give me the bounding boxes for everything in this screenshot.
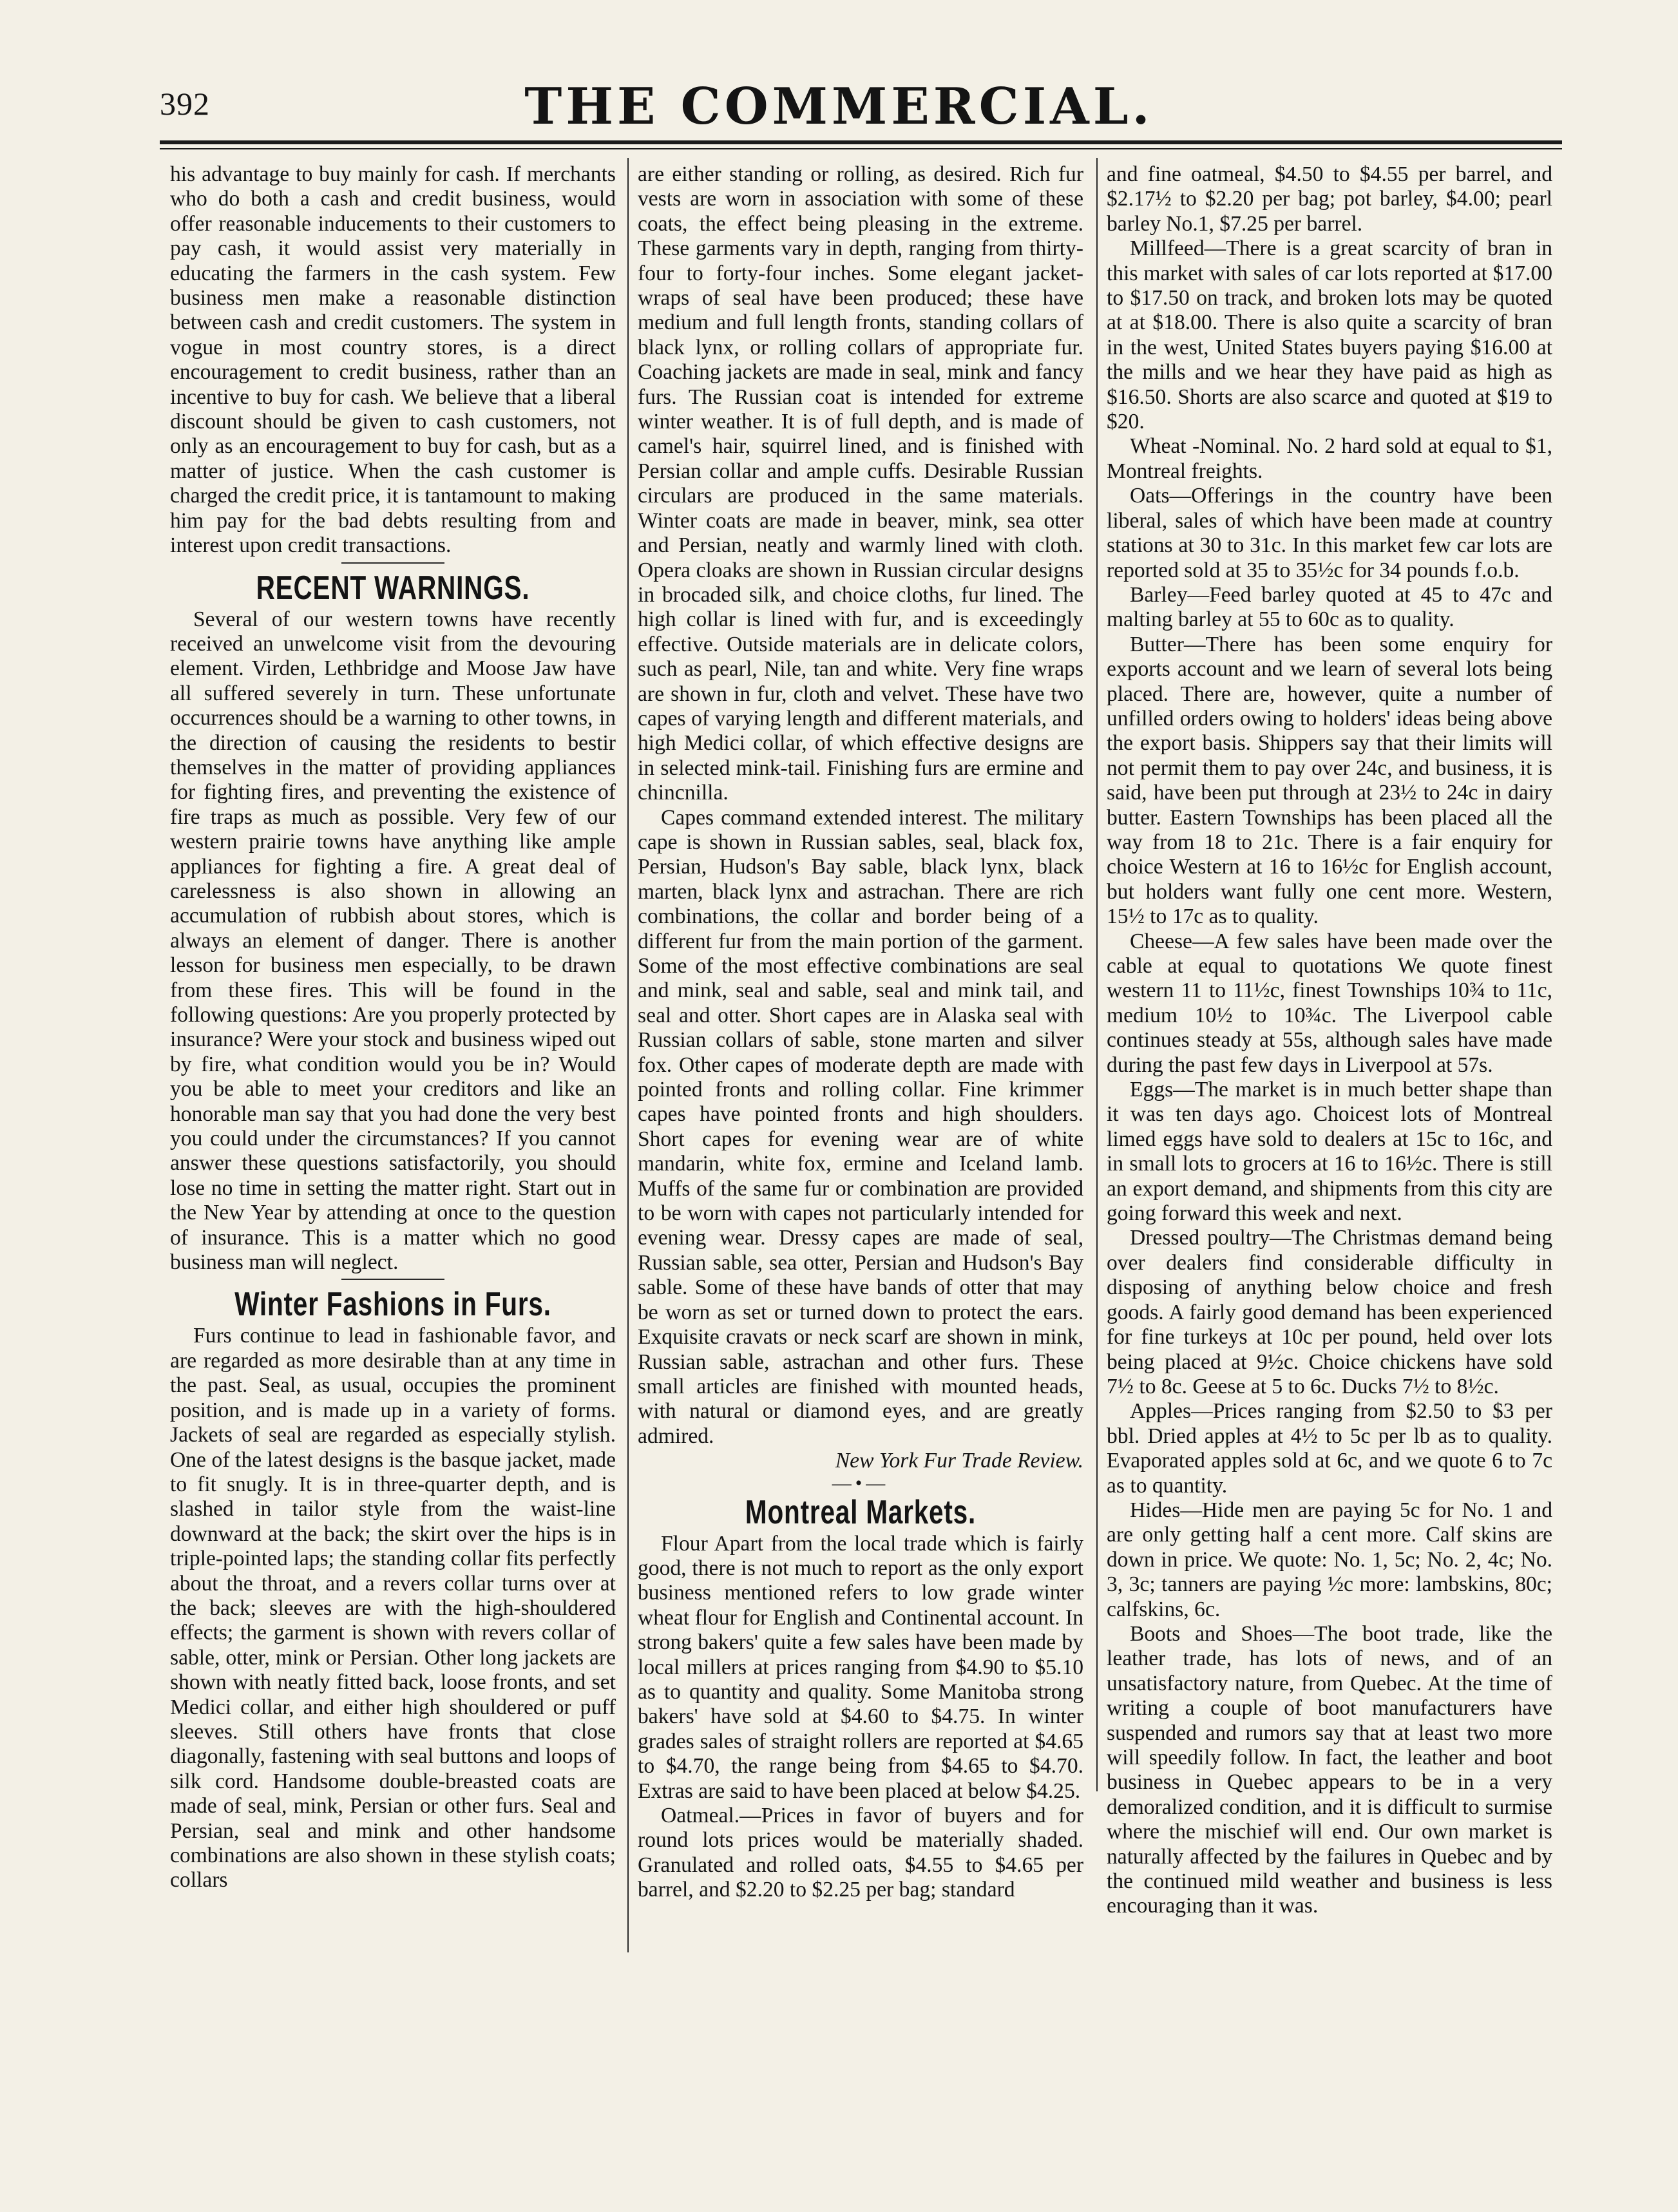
- market-hides: Hides—Hide men are paying 5c for No. 1 and are only getting half a cent more. Calf skins are down in price. We quote: No. 1, 5c; No. 2, 4c; No. 3, 3c; tanners are paying ½c more: lambskins, 80c; calfskins, 6c.: [1107, 1498, 1552, 1621]
- heading-recent-warnings: RECENT WARNINGS.: [256, 569, 530, 607]
- market-oats: Oats—Offerings in the country have been liberal, sales of which have been made at country stations at 30 to 31c. In this market few car lots are reported sold at 35 to 35½c for 34 pounds f.o.b.: [1107, 484, 1552, 582]
- article-text-furs-cont: are either standing or rolling, as desired. Rich fur vests are worn in association with some of these coats, the effect being pleasing in the extreme. These garments vary in depth, ranging from thirty-four to forty-four inches. Some elegant jacket-wraps of seal have been produced; these have medium and full length fronts, standing collars of black lynx, or rolling collars of appropriate fur. Coaching jackets are made in seal, mink and fancy furs. The Russian coat is intended for extreme winter weather. It is of full depth, and is made of camel's hair, squirrel lined, and is finished with Persian collar and ample cuffs. Desirable Russian circulars are produced in the same materials. Winter coats are made in beaver, mink, sea otter and Persian, neatly and warmly lined with cloth. Opera cloaks are shown in Russian circular designs in brocaded silk, and choice cloths, fur lined. The high collar is lined with fur, and is exceedingly effective. Outside materials are in delicate colors, such as pearl, Nile, tan and white. Very fine wraps are shown in fur, cloth and velvet. These have two capes of varying length and different materials, and high Medici collar, of which effective designs are in selected mink-tail. Finishing furs are ermine and chincnilla.: [638, 162, 1083, 805]
- column-rule-1: [627, 158, 629, 1952]
- masthead: THE COMMERCIAL.: [524, 77, 1154, 136]
- market-oatmeal-cont: and fine oatmeal, $4.50 to $4.55 per barrel, and $2.17½ to $2.20 per bag; pot barley, $4.00; pearl barley No.1, $7.25 per barrel.: [1107, 162, 1552, 236]
- header-rule-thin: [160, 148, 1562, 149]
- column-3: [1107, 162, 1552, 1919]
- market-flour: Flour Apart from the local trade which is fairly good, there is not much to report as the only export business mentioned refers to low grade winter wheat flour for English and Continental account. In strong bakers' quite a few sales have been made by local millers at prices ranging from $4.90 to $5.10 as to quantity and quality. Some Manitoba strong bakers' have sold at $4.60 to $4.75. In winter grades sales of straight rollers are reported at $4.65 to $4.70, the range being from $4.65 to $4.70. Extras are said to have been placed at below $4.25.: [638, 1531, 1083, 1803]
- article-text-furs: Furs continue to lead in fashionable favor, and are regarded as more desirable than at any time in the past. Seal, as usual, occupies the prominent position, and is made up in a variety of forms. Jackets of seal are regarded as especially stylish. One of the latest designs is the basque jacket, made to fit snugly. It is in three-quarter depth, and is slashed in tailor style from the waist-line downward at the back; the skirt over the hips is in triple-pointed laps; the standing collar fits perfectly about the throat, and a revers collar turns over at the back; sleeves are with the high-shouldered effects; the garment is shown with revers collar of sable, otter, mink or Persian. Other long jackets are shown with neatly fitted back, loose fronts, and set Medici collar, and either high shouldered or puff sleeves. Still others have fronts that close diagonally, fastening with seal buttons and loops of silk cord. Handsome double-breasted coats are made of seal, mink, Persian or other furs. Seal and Persian, seal and mink and other handsome combinations are also shown in these stylish coats; collars: [170, 1324, 616, 1893]
- column-rule-2: [1096, 158, 1098, 1791]
- article-text-capes: Capes command extended interest. The military cape is shown in Russian sables, seal, black fox, Persian, Hudson's Bay sable, black lynx, black marten, black lynx and astrachan. There are rich combinations, the collar and border being of a different fur from the main portion of the garment. Some of the most effective combinations are seal and mink, seal and sable, seal and mink tail, and seal and otter. Short capes are in Alaska seal with Russian collars of sable, stone marten and silver fox. Other capes of moderate depth are made with pointed fronts and rolling collar. Fine krimmer capes have pointed fronts and high shoulders. Short capes for evening wear are of white mandarin, white fox, ermine and Iceland lamb. Muffs of the same fur or combination are provided to be worn with capes not particularly intended for evening wear. Dressy capes are made of seal, Russian sable, sea otter, Persian and Hudson's Bay sable. Some of these have bands of otter that may be worn as set or turned down to protect the ears. Exquisite cravats or neck scarf are shown in mink, Russian sable, astrachan and other furs. These small articles are finished with mounted heads, with natural or diamond eyes, and are greatly admired.: [638, 805, 1083, 1448]
- market-wheat: Wheat -Nominal. No. 2 hard sold at equal to $1, Montreal freights.: [1107, 434, 1552, 483]
- market-apples: Apples—Prices ranging from $2.50 to $3 per bbl. Dried apples at 4½ to 5c per lb as to quality. Evaporated apples sold at 6c, and we quote 6 to 7c as to quantity.: [1107, 1399, 1552, 1498]
- market-millfeed: Millfeed—There is a great scarcity of bran in this market with sales of car lots reported at $17.00 to $17.50 on track, and broken lots may be quoted at at $18.00. There is also quite a scarcity of bran in the west, United States buyers paying $16.00 at the mills and we hear they have paid as high as $16.50. Shorts are also scarce and quoted at $19 to $20.: [1107, 236, 1552, 434]
- column-2: [638, 162, 1083, 1903]
- ornament-divider: —•—: [832, 1472, 890, 1494]
- market-cheese: Cheese—A few sales have been made over the cable at equal to quotations We quote finest western 11 to 11½c, finest Townships 10¾ to 11c, medium 10½ to 10¾c. The Liverpool cable continues steady at 55s, although sales have made during the past few days in Liverpool at 57s.: [1107, 929, 1552, 1077]
- market-poultry: Dressed poultry—The Christmas demand being over dealers find considerable difficulty in disposing of anything below choice and fresh goods. A fairly good demand has been experienced for fine turkeys at 10c per pound, held over lots being placed at 9½c. Choice chickens have sold 7½ to 8c. Geese at 5 to 6c. Ducks 7½ to 8½c.: [1107, 1226, 1552, 1398]
- article-text-warnings: Several of our western towns have recently received an unwelcome visit from the devouring element. Virden, Lethbridge and Moose Jaw have all suffered severely in turn. These unfortunate occurrences should be a warning to other towns, in the direction of causing the residents to bestir themselves in the matter of providing appliances for fighting fires, and preventing the existence of fire traps as much as possible. Very few of our western prairie towns have anything like ample appliances for fighting a fire. A great deal of carelessness is also shown in allowing an accumulation of rubbish about stores, which is always an element of danger. There is another lesson for business men especially, to be drawn from these fires. This will be found in the following questions: Are you properly protected by insurance? Were your stock and business wiped out by fire, what condition would you be in? Would you be able to meet your creditors and like an honorable man say that you had done the very best you could under the circumstances? If you cannot answer these questions satisfactorily, you should lose no time in setting the matter right. Start out in the New Year by attending at once to the question of insurance. This is a matter which no good business man will neglect.: [170, 607, 616, 1275]
- market-barley: Barley—Feed barley quoted at 45 to 47c and malting barley at 55 to 60c as to quality.: [1107, 582, 1552, 632]
- section-divider: [341, 1279, 444, 1280]
- page-number: 392: [160, 86, 210, 122]
- article-text-cash: his advantage to buy mainly for cash. If merchants who do both a cash and credit business, would offer reasonable inducements to their customers to pay cash, it would assist very materially in educating the farmers in the cash system. Few business men make a reasonable distinction between cash and credit customers. The system in vogue in most country stores, is a direct encouragement to credit business, rather than an incentive to buy for cash. We believe that a liberal discount should be given to cash customers, not only as an encouragement to buy for cash, but as a matter of justice. When the cash customer is charged the credit price, it is tantamount to making him pay for the bad debts resulting from and interest upon credit transactions.: [170, 162, 616, 558]
- market-boots-shoes: Boots and Shoes—The boot trade, like the leather trade, has lots of news, and of an unsatisfactory nature, from Quebec. At the time of writing a couple of boot manufacturers have suspended and rumors say that at least two more will speedily follow. In fact, the leather and boot business in Quebec appears to be in a very demoralized condition, and it is difficult to surmise where the mischief will end. Our own market is naturally affected by the failures in Quebec and by the continued mild weather and business is less encouraging than it was.: [1107, 1621, 1552, 1918]
- market-eggs: Eggs—The market is in much better shape than it was ten days ago. Choicest lots of Montreal limed eggs have sold to dealers at 15c to 16c, and in small lots to grocers at 16 to 16½c. There is still an export demand, and shipments from this city are going forward this week and next.: [1107, 1078, 1552, 1226]
- heading-montreal-markets: Montreal Markets.: [745, 1493, 977, 1531]
- market-butter: Butter—There has been some enquiry for exports account and we learn of several lots being placed. There are, however, quite a number of unfilled orders owing to holders' ideas being above the export basis. Shippers say that their limits will not permit them to pay over 24c, and business, it is said, have been put through at 23½ to 24c in dairy butter. Eastern Townships has been placed all the way from 18 to 21c. There is a fair enquiry for choice Western at 16 to 16½c for English account, but holders want fully one cent more. Western, 15½ to 17c as to quality.: [1107, 632, 1552, 929]
- section-divider: [341, 562, 444, 564]
- header-rule-thick: [160, 140, 1562, 144]
- article-source: New York Fur Trade Review.: [835, 1449, 1083, 1473]
- market-oatmeal: Oatmeal.—Prices in favor of buyers and for round lots prices would be materially shaded. Granulated and rolled oats, $4.55 to $4.65 per barrel, and $2.20 to $2.25 per bag; standard: [638, 1804, 1083, 1902]
- heading-winter-fashions: Winter Fashions in Furs.: [234, 1286, 551, 1324]
- column-1: [170, 162, 616, 1893]
